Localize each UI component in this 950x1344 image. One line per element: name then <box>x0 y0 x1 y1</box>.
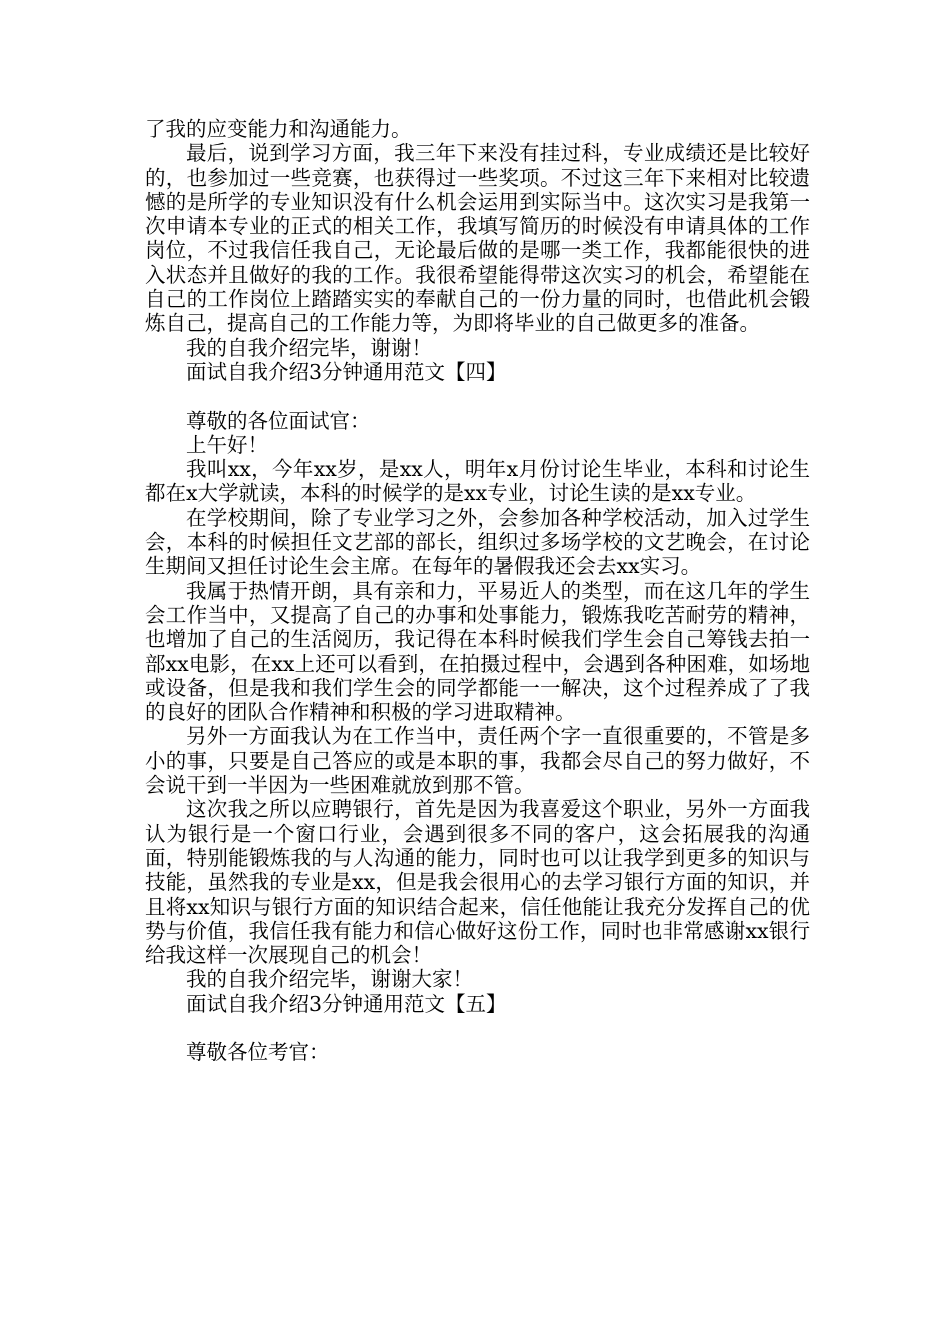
paragraph: 我属于热情开朗，具有亲和力，平易近人的类型，而在这几年的学生会工作当中，又提高了自己的办事和处事能力，锻炼我吃苦耐劳的精神，也增加了自己的生活阅历，我记得在本科时候我们学生会自己筹钱去拍一部xx电影，在xx上还可以看到，在拍摄过程中，会遇到各种困难，如场地或设备，但是我和我们学生会的同学都能一一解决，这个过程养成了了我的良好的团队合作精神和积极的学习进取精神。 <box>145 578 810 725</box>
closing-line: 我的自我介绍完毕，谢谢大家！ <box>186 967 473 992</box>
blank-line <box>145 1016 810 1040</box>
salutation: 尊敬各位考官： <box>186 1040 330 1065</box>
paragraph: 最后，说到学习方面，我三年下来没有挂过科，专业成绩还是比较好的，也参加过一些竞赛，也获得过一些奖项。不过这三年下来相对比较遗憾的是所学的专业知识没有什么机会运用到实际当中。这次实习是我第一次申请本专业的正式的相关工作，我填写简历的时候没有申请具体的工作岗位，不过我信任我自己，无论最后做的是哪一类工作，我都能很快的进入状态并且做好的我的工作。我很希望能得带这次实习的机会，希望能在自己的工作岗位上踏踏实实的奉献自己的一份力量的同时，也借此机会锻炼自己，提高自己的工作能力等，为即将毕业的自己做更多的准备。 <box>145 141 810 336</box>
closing-line: 我的自我介绍完毕，谢谢！ <box>186 335 432 360</box>
document-body <box>145 117 810 1065</box>
paragraph: 这次我之所以应聘银行，首先是因为我喜爱这个职业，另外一方面我认为银行是一个窗口行业，会遇到很多不同的客户，这会拓展我的沟通面，特别能锻炼我的与人沟通的能力，同时也可以让我学到更多的知识与技能，虽然我的专业是xx，但是我会很用心的去学习银行方面的知识，并且将xx知识与银行方面的知识结合起来，信任他能让我充分发挥自己的优势与价值，我信任我有能力和信心做好这份工作，同时也非常感谢xx银行给我这样一次展现自己的机会！ <box>145 797 810 968</box>
paragraph: 在学校期间，除了专业学习之外，会参加各种学校活动，加入过学生会，本科的时候担任文艺部的部长，组织过多场学校的文艺晚会，在讨论生期间又担任讨论生会主席。在每年的暑假我还会去xx实习。 <box>145 505 810 579</box>
greeting: 上午好！ <box>186 432 268 457</box>
blank-line <box>145 384 810 408</box>
section-heading: 面试自我介绍3分钟通用范文【五】 <box>186 991 507 1016</box>
paragraph: 了我的应变能力和沟通能力。 <box>145 117 412 141</box>
salutation: 尊敬的各位面试官： <box>186 408 371 433</box>
paragraph: 我叫xx，今年xx岁，是xx人，明年x月份讨论生毕业，本科和讨论生都在x大学就读，本科的时候学的是xx专业，讨论生读的是xx专业。 <box>145 457 810 506</box>
section-heading: 面试自我介绍3分钟通用范文【四】 <box>186 359 507 384</box>
paragraph: 另外一方面我认为在工作当中，责任两个字一直很重要的，不管是多小的事，只要是自己答应的或是本职的事，我都会尽自己的努力做好，不会说干到一半因为一些困难就放到那不管。 <box>145 724 810 798</box>
